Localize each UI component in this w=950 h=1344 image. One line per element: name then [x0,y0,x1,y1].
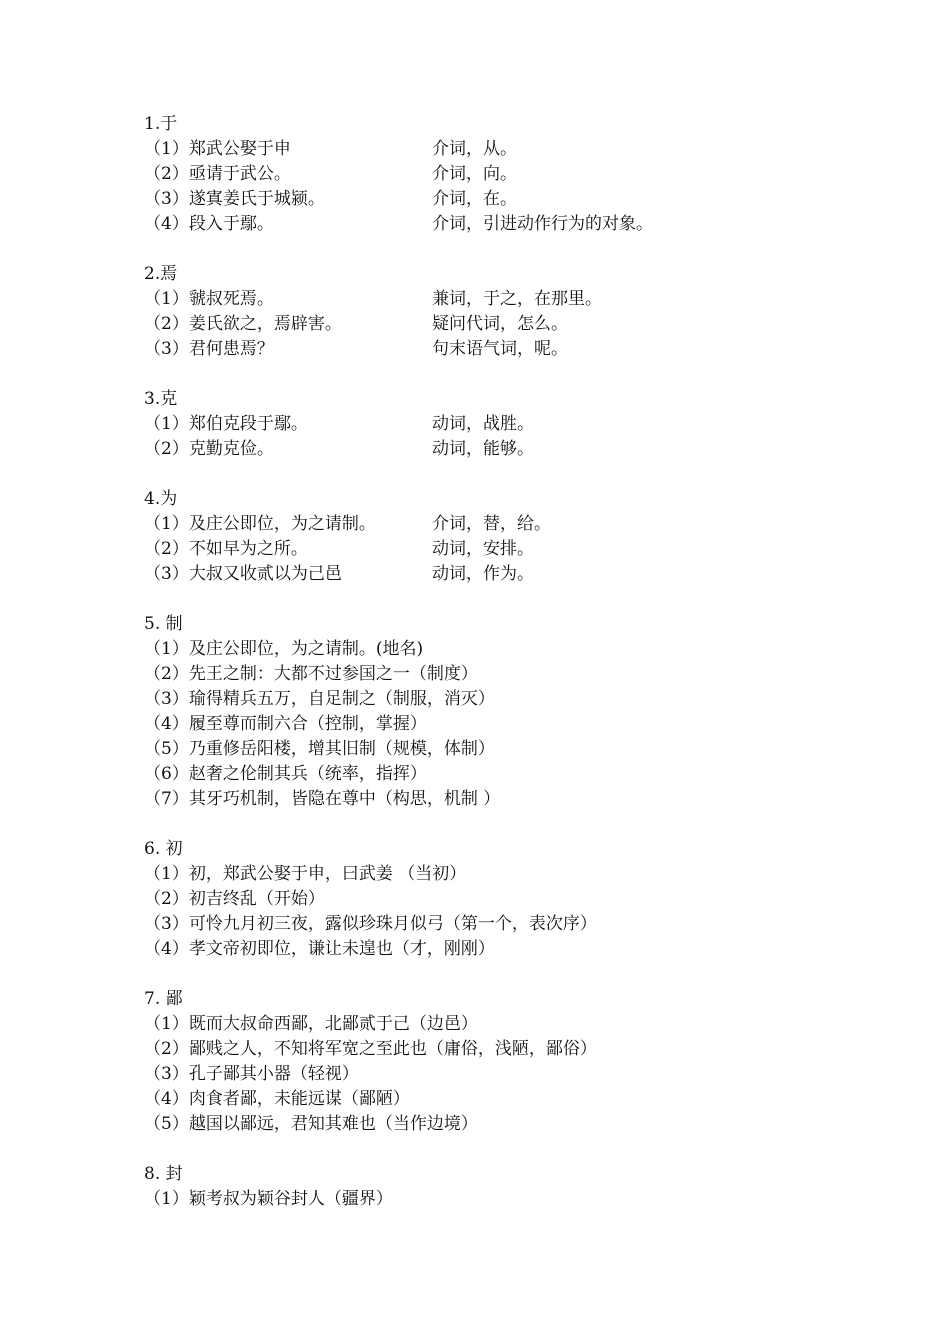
gloss: 动词，能够。 [432,439,534,459]
gloss: 动词，安排。 [432,539,534,559]
section-zhi [144,612,864,812]
example-sentence: （3）遂寘姜氏于城颍。 [144,189,325,209]
gloss: 介词，在。 [432,189,517,209]
gloss: 动词，作为。 [432,564,534,584]
section-heading: 1.于 [144,114,178,134]
entry-line: （4）肉食者鄙，未能远谋（鄙陋） [144,1089,410,1109]
entry-line: （1）及庄公即位，为之请制。(地名) [144,639,424,659]
section-heading: 8. 封 [144,1164,183,1184]
entry-line: （2）先王之制：大都不过参国之一（制度） [144,664,478,684]
entry-line [144,287,864,312]
entry-line: （4）履至尊而制六合（控制，掌握） [144,714,427,734]
section-heading: 6. 初 [144,839,183,859]
example-sentence: （3）大叔又收贰以为己邑 [144,564,342,584]
example-sentence: （3）君何患焉？ [144,339,274,359]
example-sentence: （2）亟请于武公。 [144,164,291,184]
entry-line: （1）初，郑武公娶于申，曰武姜 （当初） [144,864,467,884]
entry-line [144,512,864,537]
section-heading: 7. 鄙 [144,989,183,1009]
example-sentence: （1）及庄公即位，为之请制。 [144,514,376,534]
entry-line: （2）鄙贱之人，不知将军宽之至此也（庸俗，浅陋，鄙俗） [144,1039,597,1059]
example-sentence: （2）克勤克俭。 [144,439,274,459]
example-sentence: （4）段入于鄢。 [144,214,274,234]
section-bi [144,987,864,1137]
document-body [144,112,864,1237]
entry-line [144,562,864,587]
entry-line: （3）孔子鄙其小器（轻视） [144,1064,359,1084]
entry-line [144,412,864,437]
gloss: 介词，替，给。 [432,514,551,534]
entry-line: （6）赵奢之伦制其兵（统率，指挥） [144,764,427,784]
section-heading: 2.焉 [144,264,178,284]
section-heading: 5. 制 [144,614,183,634]
example-sentence: （1）虢叔死焉。 [144,289,274,309]
entry-line [144,337,864,362]
example-sentence: （1）郑伯克段于鄢。 [144,414,308,434]
gloss: 句末语气词，呢。 [432,339,568,359]
entry-line [144,187,864,212]
entry-line: （1）既而大叔命西鄙，北鄙贰于己（边邑） [144,1014,478,1034]
section-yu [144,112,864,237]
gloss: 介词，向。 [432,164,517,184]
section-heading: 4.为 [144,489,178,509]
entry-line [144,537,864,562]
example-sentence: （2）不如早为之所。 [144,539,308,559]
example-sentence: （2）姜氏欲之，焉辟害。 [144,314,342,334]
entry-line: （7）其牙巧机制，皆隐在尊中（构思，机制 ） [144,789,501,809]
entry-line [144,137,864,162]
section-feng [144,1162,864,1212]
entry-line: （5）越国以鄙远，君知其难也（当作边境） [144,1114,478,1134]
entry-line [144,212,864,237]
section-wei [144,487,864,587]
entry-line: （2）初吉终乱（开始） [144,889,325,909]
example-sentence: （1）郑武公娶于申 [144,139,291,159]
section-yan [144,262,864,362]
gloss: 兼词，于之，在那里。 [432,289,602,309]
section-heading: 3.克 [144,389,178,409]
entry-line [144,312,864,337]
gloss: 动词，战胜。 [432,414,534,434]
entry-line: （1）颖考叔为颖谷封人（疆界） [144,1189,393,1209]
entry-line: （4）孝文帝初即位，谦让未遑也（才，刚刚） [144,939,495,959]
gloss: 介词，引进动作行为的对象。 [432,214,653,234]
entry-line [144,437,864,462]
section-chu [144,837,864,962]
section-ke [144,387,864,462]
entry-line: （3）可怜九月初三夜，露似珍珠月似弓（第一个，表次序） [144,914,597,934]
entry-line: （3）瑜得精兵五万，自足制之（制服，消灭） [144,689,495,709]
gloss: 介词，从。 [432,139,517,159]
entry-line: （5）乃重修岳阳楼，增其旧制（规模，体制） [144,739,495,759]
gloss: 疑问代词，怎么。 [432,314,568,334]
entry-line [144,162,864,187]
